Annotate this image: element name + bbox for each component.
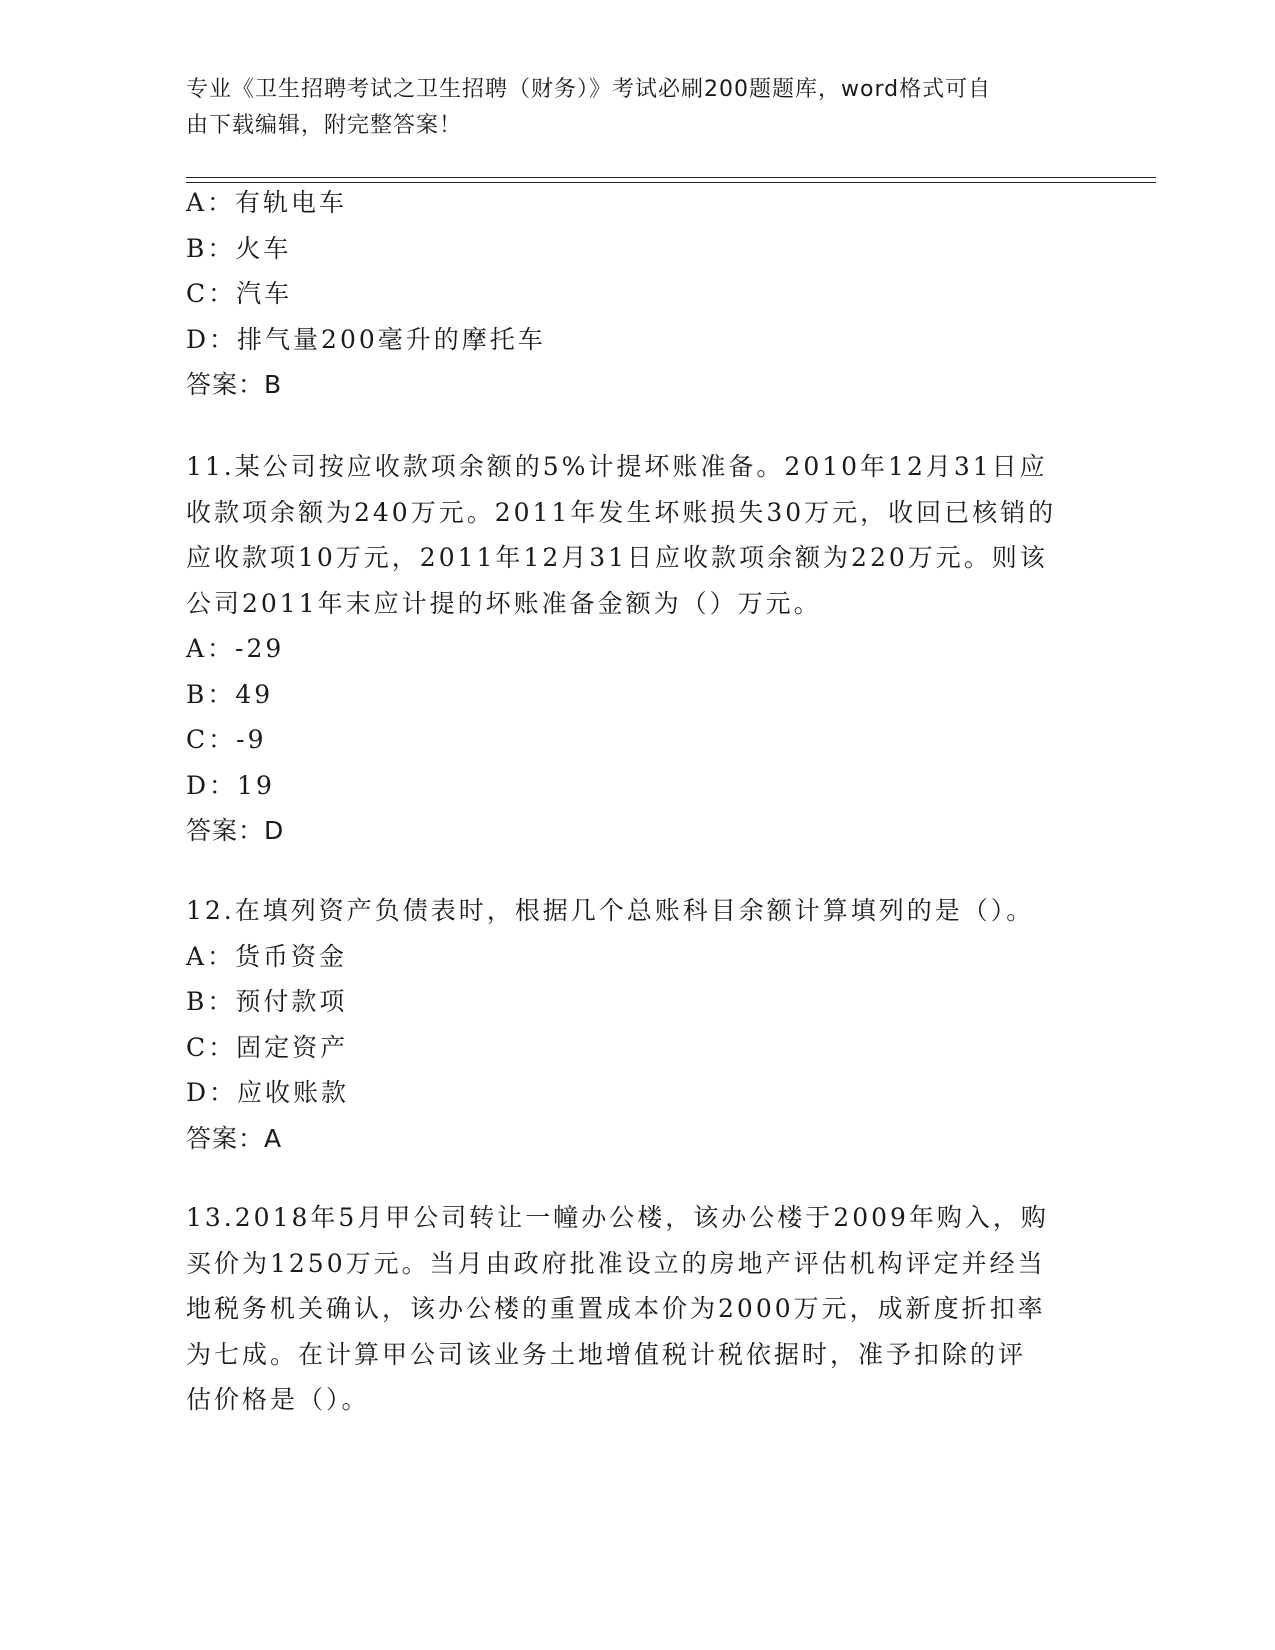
- document-header: [186, 72, 1066, 144]
- q13-text-line-5: 估价格是（）。: [186, 1385, 370, 1414]
- q10-option-a: A：有轨电车: [186, 188, 348, 217]
- q10-option-d: D：排气量200毫升的摩托车: [186, 324, 546, 354]
- q11-text-line-1: 11.某公司按应收款项余额的5%计提坏账准备。2010年12月31日应: [186, 452, 1048, 481]
- q11-option-d: D：19: [186, 770, 275, 800]
- question-13: [186, 1195, 1086, 1423]
- question-12: [186, 888, 1086, 1161]
- document-page: [186, 0, 1161, 1650]
- q11-option-c: C：-9: [186, 725, 267, 754]
- q12-answer: 答案：A: [186, 1123, 283, 1153]
- q13-text-line-4: 为七成。在计算甲公司该业务土地增值税计税依据时，准予扣除的评: [186, 1339, 1027, 1369]
- q13-text-line-3: 地税务机关确认，该办公楼的重置成本价为2000万元，成新度折扣率: [186, 1294, 1046, 1323]
- q11-text-line-3: 应收款项10万元，2011年12月31日应收款项余额为220万元。则该: [186, 543, 1048, 572]
- question-11: [186, 444, 1086, 854]
- q12-text-line-1: 12.在填列资产负债表时，根据几个总账科目余额计算填列的是（）。: [186, 896, 1035, 925]
- q12-option-d: D：应收账款: [186, 1078, 350, 1107]
- q11-option-b: B：49: [186, 679, 274, 709]
- header-line-2: 由下载编辑，附完整答案！: [186, 113, 463, 138]
- q11-text-line-4: 公司2011年末应计提的坏账准备金额为（）万元。: [186, 588, 822, 618]
- header-line-1: 专业《卫生招聘考试之卫生招聘（财务）》考试必刷200题题库，word格式可自: [186, 77, 992, 102]
- q12-option-a: A：货币资金: [186, 941, 348, 971]
- q11-option-a: A：-29: [186, 634, 285, 663]
- q10-answer: 答案：B: [186, 370, 283, 399]
- header-divider-top: [186, 177, 1156, 178]
- q10-option-c: C：汽车: [186, 279, 293, 308]
- q13-text-line-2: 买价为1250万元。当月由政府批准设立的房地产评估机构评定并经当: [186, 1248, 1046, 1278]
- question-10: [186, 180, 1086, 408]
- q13-text-line-1: 13.2018年5月甲公司转让一幢办公楼，该办公楼于2009年购入，购: [186, 1203, 1049, 1232]
- q11-text-line-2: 收款项余额为240万元。2011年发生坏账损失30万元，收回已核销的: [186, 497, 1057, 527]
- q12-option-c: C：固定资产: [186, 1032, 349, 1062]
- q10-option-b: B：火车: [186, 233, 292, 263]
- q11-answer: 答案：D: [186, 816, 285, 845]
- q12-option-b: B：预付款项: [186, 987, 348, 1016]
